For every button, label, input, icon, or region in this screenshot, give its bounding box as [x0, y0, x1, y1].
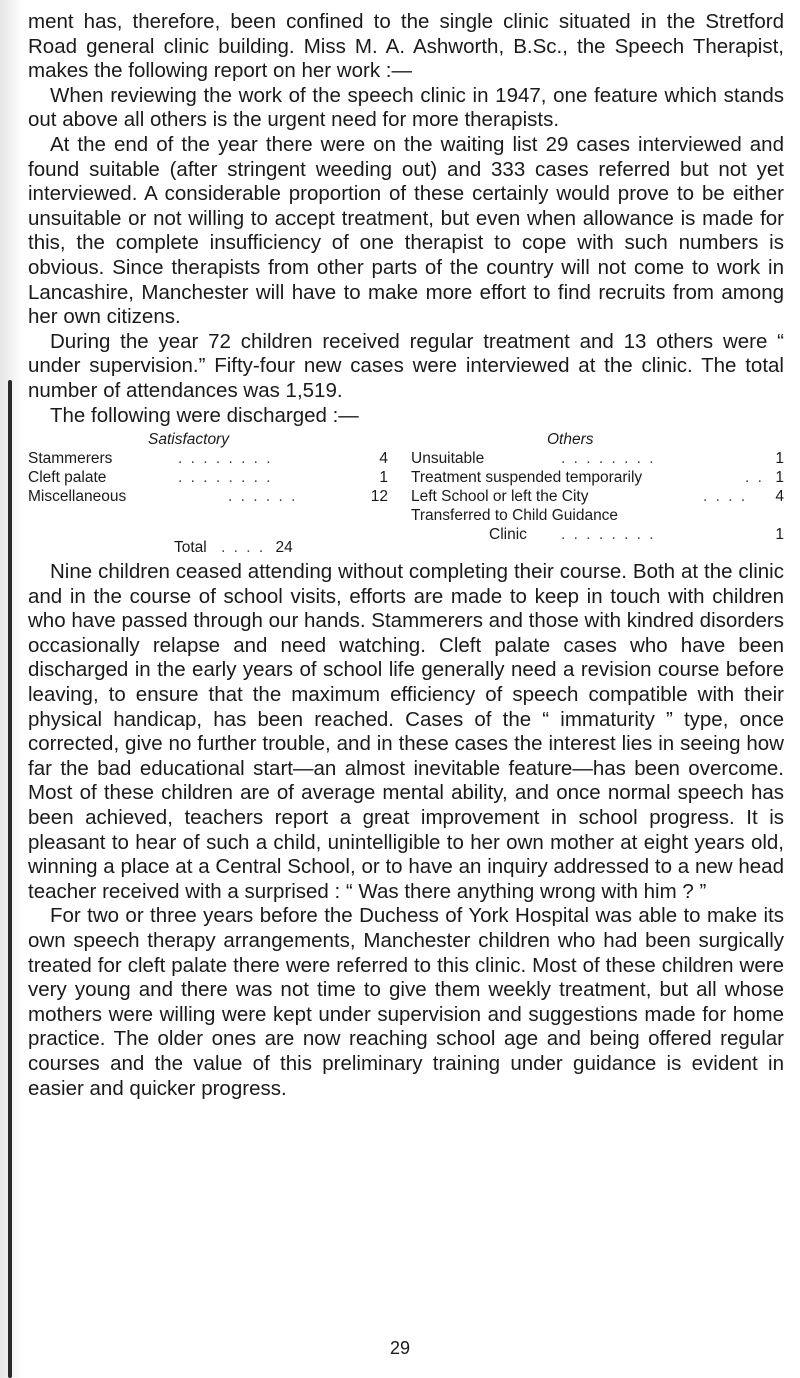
- table-row: [411, 506, 784, 525]
- paragraph-treatment-stats: During the year 72 children received regular treatment and 13 others were “ under supervision.” Fifty-four new cases were interviewed at the clinic. The total number of attendances was 1,519.: [28, 329, 784, 402]
- paragraph-waiting-list: At the end of the year there were on the waiting list 29 cases interviewed and found suitable (after stringent weeding out) and 333 cases referred but not yet interviewed. A considerable proportion of these certainly would prove to be either unsuitable or not willing to accept treatment, but even when allowance is made for this, the complete insufficiency of one therapist to cope with such numbers is obvious. Since therapists from other parts of the country will not come to work in Lancashire, Manchester will have to make more effort to find recruits from among her own citizens.: [28, 132, 784, 329]
- row-leader-dots: . . . . . . . .: [561, 450, 656, 468]
- others-heading: Others: [547, 431, 594, 449]
- table-row: [411, 468, 784, 487]
- paragraph-intro: ment has, therefore, been confined to the single clinic situated in the Stretford Road general clinic building. Miss M. A. Ashworth, B.Sc., the Speech Therapist, makes the following report on her work :—: [28, 10, 784, 83]
- paragraph-duchess-of-york: For two or three years before the Duchess of York Hospital was able to make its own speech therapy arrangements, Manchester children who had been surgically treated for cleft palate there were referred to this clinic. Most of these children were very young and there was not time to give them weekly treatment, but all whose mothers were willing were kept under supervision and suggestions made for home practice. The older ones are now reaching school age and being offered regular courses and the value of this preliminary training under guidance is evident in easier and quicker progress.: [28, 904, 784, 1100]
- total-leader-dots: . . . .: [221, 539, 266, 557]
- row-label: Miscellaneous: [28, 488, 127, 506]
- total-value: 24: [275, 539, 293, 557]
- row-value: 4: [379, 450, 388, 468]
- row-value: 12: [370, 488, 388, 506]
- document-page: [28, 10, 784, 1101]
- row-value: 1: [775, 450, 784, 468]
- table-row: [411, 525, 784, 544]
- row-value: 1: [379, 469, 388, 487]
- discharged-table: [28, 430, 784, 558]
- row-leader-dots: . .: [745, 469, 764, 487]
- table-row: [28, 487, 388, 506]
- paragraph-ceased-attending: Nine children ceased attending without completing their course. Both at the clinic and in the course of school visits, efforts are made to keep in touch with children who have passed through our hands. Stammerers and those with kindred disorders occasionally relapse and need watching. Cleft palate cases who have been discharged in the early years of school life generally need a revision course before leaving, to ensure that the maximum efficiency of speech compatible with their physical handicap, has been reached. Cases of the “ immaturity ” type, once corrected, give no further trouble, and in these cases the interest lies in seeing how far the bad educational start—an almost inevitable feature—has been overcome. Most of these children are of average mental ability, and once normal speech has been achieved, teachers report a great improvement in school progress. It is pleasant to hear of such a child, unintelligible to her own mother at eight years old, winning a place at a Central School, or to have an inquiry addressed to a new head teacher received with a surprised : “ Was there anything wrong with him ? ”: [28, 560, 784, 903]
- row-label: Clinic: [489, 526, 527, 544]
- row-label: Cleft palate: [28, 469, 107, 487]
- row-label: Treatment suspended temporarily: [411, 469, 643, 487]
- row-label: Transferred to Child Guidance: [411, 507, 619, 525]
- satisfactory-heading: Satisfactory: [148, 431, 229, 449]
- total-label: Total: [174, 539, 207, 557]
- table-row: [28, 468, 388, 487]
- total-row: [174, 538, 293, 557]
- row-leader-dots: . . . . . . . .: [178, 450, 273, 468]
- row-leader-dots: . . . .: [703, 488, 748, 506]
- paragraph-discharged-intro: The following were discharged :—: [50, 403, 359, 427]
- table-row: [411, 487, 784, 506]
- row-value: 1: [775, 469, 784, 487]
- page-binding-edge: [8, 380, 12, 1378]
- row-leader-dots: . . . . . .: [228, 488, 298, 506]
- row-leader-dots: . . . . . . . .: [561, 526, 656, 544]
- row-label: Unsuitable: [411, 450, 485, 468]
- row-leader-dots: . . . . . . . .: [178, 469, 273, 487]
- page-number: 29: [389, 1338, 411, 1358]
- row-value: 1: [775, 526, 784, 544]
- table-row: [28, 449, 388, 468]
- row-label: Stammerers: [28, 450, 113, 468]
- row-value: 4: [775, 488, 784, 506]
- paragraph-reviewing: When reviewing the work of the speech clinic in 1947, one feature which stands out above all others is the urgent need for more therapists.: [28, 83, 784, 132]
- row-label: Left School or left the City: [411, 488, 589, 506]
- table-row: [411, 449, 784, 468]
